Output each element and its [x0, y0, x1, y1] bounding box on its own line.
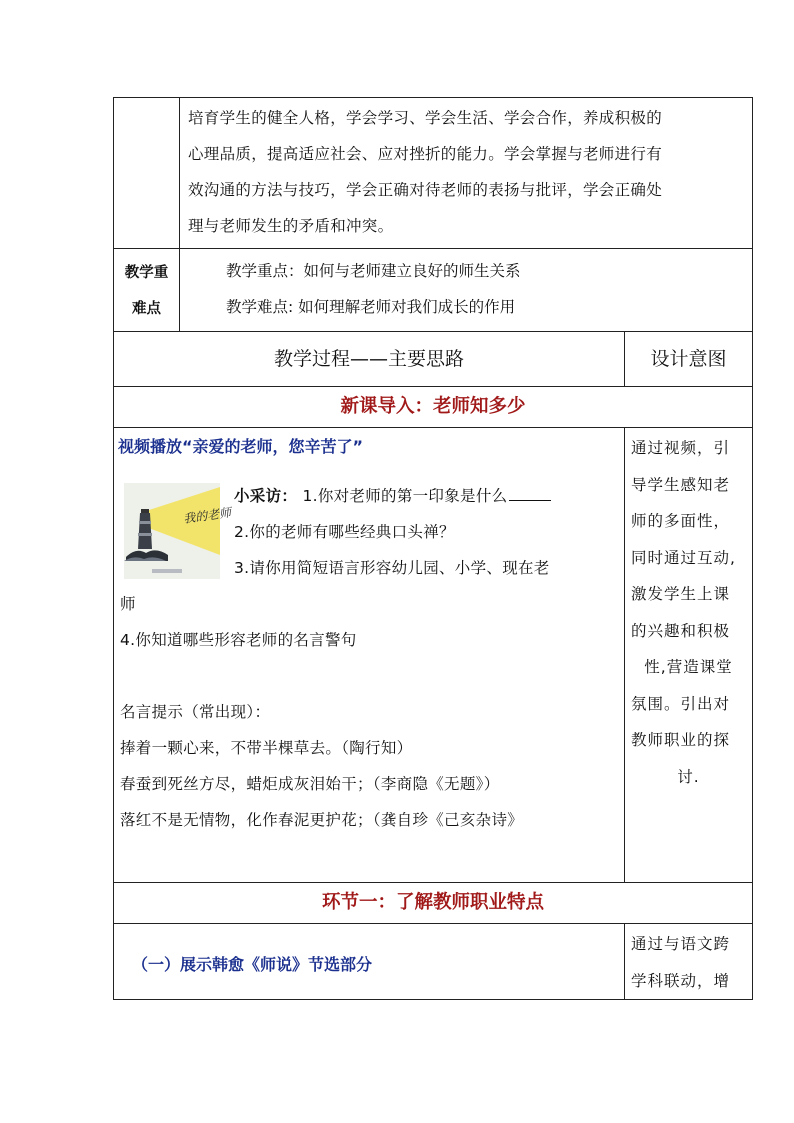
quote-2: 春蚕到死丝方尽，蜡炬成灰泪始干；（李商隐《无题》） [120, 775, 500, 793]
lighthouse-icon [124, 483, 232, 579]
section1-content-cell [114, 924, 625, 1000]
intro-intent-cell [625, 428, 753, 883]
svg-text:我的老师: 我的老师 [182, 505, 232, 526]
quote-1: 捧着一颗心来，不带半棵草去。（陶行知） [120, 739, 413, 757]
goal-line-1: 培育学生的健全人格，学会学习、学会生活、学会合作，养成积极的 [188, 109, 663, 127]
section1-intent-line-1: 通过与语文跨 [631, 935, 731, 953]
intro-intent-line-3: 师的多面性， [631, 512, 731, 530]
goal-label-cell [114, 98, 180, 249]
goal-text-cell [180, 98, 753, 249]
key-points-label-line-2: 难点 [132, 301, 161, 317]
quote-hint: 名言提示（常出现）： [120, 703, 271, 721]
teaching-focus: 教学重点：如何与老师建立良好的师生关系 [226, 262, 521, 280]
key-points-label-line-1: 教学重 [124, 265, 169, 281]
goal-row [114, 98, 753, 249]
intro-intent-line-7: 性,营造课堂 [644, 658, 733, 676]
intro-intent-line-5: 激发学生上课 [631, 585, 731, 603]
interview-line-1 [234, 484, 551, 506]
goal-line-3: 效沟通的方法与技巧，学会正确对待老师的表扬与批评，学会正确处 [188, 181, 663, 199]
video-title: 视频播放“亲爱的老师，您辛苦了” [118, 437, 364, 456]
process-header-left: 教学过程——主要思路 [114, 332, 625, 387]
quote-3: 落红不是无情物，化作春泥更护花；（龚自珍《己亥杂诗》 [120, 811, 524, 829]
goal-line-2: 心理品质，提高适应社会、应对挫折的能力。学会掌握与老师进行有 [188, 145, 663, 163]
section1-intent-line-2: 学科联动，增 [631, 971, 731, 990]
interview-question-4: 4.你知道哪些形容老师的名言警句 [120, 631, 357, 649]
video-thumbnail[interactable] [124, 483, 232, 579]
interview-label: 小采访： [234, 487, 298, 505]
intro-intent-line-10: 讨. [677, 767, 700, 786]
intro-content-cell [114, 428, 625, 883]
teaching-difficulty: 教学难点: 如何理解老师对我们成长的作用 [226, 298, 516, 316]
interview-question-3b: 师 [120, 595, 136, 613]
section1-intent-cell [625, 924, 753, 1000]
section1-title-row [114, 883, 753, 924]
goal-line-4: 理与老师发生的矛盾和冲突。 [188, 217, 394, 235]
intro-intent-line-9: 教师职业的探 [631, 731, 731, 749]
answer-blank [509, 486, 551, 501]
process-header-right: 设计意图 [625, 332, 753, 387]
key-points-text-cell [180, 249, 753, 332]
intro-intent-line-1: 通过视频，引 [631, 439, 731, 457]
interview-question-3a: 3.请你用简短语言形容幼儿园、小学、现在老 [234, 559, 550, 577]
interview-question-1: 1.你对老师的第一印象是什么 [302, 487, 508, 505]
section1-title: 环节一：了解教师职业特点 [114, 883, 753, 924]
intro-content-row [114, 428, 753, 883]
section1-sub-title: （一）展示韩愈《师说》节选部分 [132, 955, 373, 974]
intro-section-title: 新课导入：老师知多少 [114, 387, 753, 428]
key-points-label-cell [114, 249, 180, 332]
lesson-plan-table [113, 97, 753, 1000]
intro-intent-line-6: 的兴趣和积极 [631, 621, 731, 640]
intro-intent-line-4: 同时通过互动, [631, 548, 736, 567]
intro-title-row [114, 387, 753, 428]
lesson-plan-document [113, 97, 752, 1000]
interview-question-2: 2.你的老师有哪些经典口头禅？ [234, 523, 455, 541]
process-header-row [114, 332, 753, 387]
section1-content-row [114, 924, 753, 1000]
intro-intent-line-8: 氛围。引出对 [631, 694, 731, 713]
key-points-row [114, 249, 753, 332]
intro-intent-line-2: 导学生感知老 [631, 475, 731, 494]
